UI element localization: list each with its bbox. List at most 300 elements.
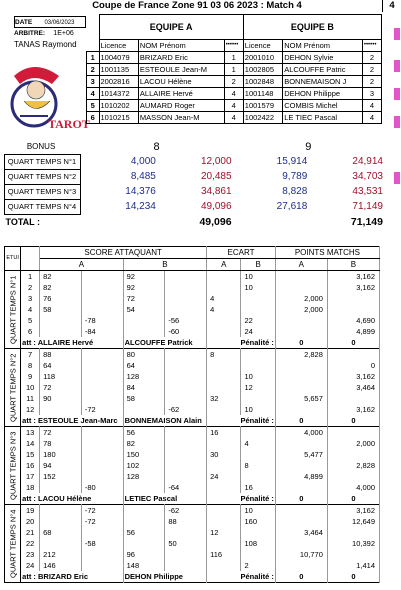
etui-number: 15: [21, 449, 40, 460]
points-a[interactable]: [275, 516, 327, 527]
attaquant-a-plus[interactable]: 82: [40, 282, 82, 293]
ecart-a[interactable]: [207, 538, 241, 549]
points-b[interactable]: 10,392: [327, 538, 379, 549]
quarter-b-cumul: 34,703: [352, 171, 383, 182]
attaquant-a-minus[interactable]: [81, 349, 123, 361]
attaquant-a-plus[interactable]: 212: [40, 549, 82, 560]
ecart-a[interactable]: [207, 482, 241, 493]
quarter-row: [5, 170, 385, 185]
team-b-code[interactable]: 2: [362, 64, 381, 76]
team-b-name[interactable]: COMBIS Michel: [283, 100, 363, 112]
attaquant-b-plus[interactable]: 72: [123, 293, 165, 304]
ecart-a[interactable]: [207, 560, 241, 571]
points-a[interactable]: [275, 282, 327, 293]
attaquant-b-minus[interactable]: [165, 382, 207, 393]
ecart-a[interactable]: [207, 282, 241, 293]
attaquant-a-plus[interactable]: [40, 482, 82, 493]
penalty-b[interactable]: 0: [327, 337, 379, 349]
attaquant-b-minus[interactable]: [165, 438, 207, 449]
ecart-a[interactable]: 24: [207, 471, 241, 482]
penalty-label: Pénalité :: [207, 337, 276, 349]
attaquant-b-minus[interactable]: [165, 471, 207, 482]
points-a[interactable]: 10,770: [275, 549, 327, 560]
ecart-b[interactable]: 24: [241, 326, 275, 337]
points-b[interactable]: 0: [327, 360, 379, 371]
attaquant-a-minus[interactable]: [81, 304, 123, 315]
ecart-b[interactable]: 12: [241, 382, 275, 393]
attaquant-b-minus[interactable]: 88: [165, 516, 207, 527]
attaquant-b-plus[interactable]: 102: [123, 460, 165, 471]
attaquant-b-plus[interactable]: [123, 404, 165, 415]
attaquant-b-minus[interactable]: [165, 349, 207, 361]
penalty-a[interactable]: 0: [275, 493, 327, 505]
points-b-header: B: [327, 259, 379, 271]
team-b-code[interactable]: 4: [362, 112, 381, 124]
ecart-a[interactable]: [207, 371, 241, 382]
ecart-a[interactable]: 30: [207, 449, 241, 460]
attaquant-b-minus[interactable]: [165, 360, 207, 371]
team-b-code[interactable]: 2: [362, 52, 381, 64]
attaquant-a-plus[interactable]: [40, 326, 82, 337]
team-b-dots-header: ••••••: [362, 40, 381, 52]
points-b[interactable]: [327, 393, 379, 404]
points-a[interactable]: [275, 538, 327, 549]
points-a[interactable]: [275, 360, 327, 371]
penalty-a[interactable]: 0: [275, 415, 327, 427]
quarters-table: [4, 140, 384, 229]
ecart-b[interactable]: 8: [241, 460, 275, 471]
points-a[interactable]: 5,657: [275, 393, 327, 404]
attaquant-a-minus[interactable]: -72: [81, 505, 123, 517]
points-a[interactable]: [275, 460, 327, 471]
points-b[interactable]: [327, 349, 379, 361]
ecart-a[interactable]: 116: [207, 549, 241, 560]
ecart-b[interactable]: [241, 449, 275, 460]
attaquant-label: att : ALLAIRE Hervé: [21, 337, 123, 349]
match-number: 4: [382, 0, 401, 12]
ecart-b[interactable]: [241, 471, 275, 482]
etui-number: 1: [21, 271, 40, 283]
attaquant-label: att : ESTEOULE Jean-Marc: [21, 415, 123, 427]
attaquant-b-minus[interactable]: -60: [165, 326, 207, 337]
attaquant-b-minus[interactable]: -62: [165, 505, 207, 517]
team-a-code[interactable]: 4: [224, 112, 243, 124]
attaquant-a-minus[interactable]: [81, 549, 123, 560]
attaquant-a-minus[interactable]: [81, 271, 123, 283]
ecart-b[interactable]: 10: [241, 404, 275, 415]
points-b[interactable]: 3,162: [327, 505, 379, 517]
points-b[interactable]: 3,464: [327, 382, 379, 393]
etui-number: 20: [21, 516, 40, 527]
bonus-b[interactable]: 9: [305, 141, 312, 154]
quarter-row: [5, 200, 385, 215]
ecart-b[interactable]: 10: [241, 371, 275, 382]
attaquant-a-minus[interactable]: [81, 293, 123, 304]
player-number: 5: [87, 100, 100, 112]
ecart-b[interactable]: 160: [241, 516, 275, 527]
ecart-a[interactable]: 4: [207, 293, 241, 304]
etui-number: 8: [21, 360, 40, 371]
points-b[interactable]: [327, 304, 379, 315]
ecart-b[interactable]: 10: [241, 282, 275, 293]
team-b-licence[interactable]: 1001579: [243, 100, 282, 112]
arbitre-value[interactable]: 1E+06: [53, 30, 74, 37]
team-a-name[interactable]: LACOU Hélène: [138, 76, 224, 88]
ecart-b[interactable]: 22: [241, 315, 275, 326]
attaquant-a-plus[interactable]: [40, 538, 82, 549]
points-b[interactable]: 3,162: [327, 271, 379, 283]
ecart-a[interactable]: 4: [207, 304, 241, 315]
attaquant-a-plus[interactable]: 180: [40, 449, 82, 460]
attaquant-a-minus[interactable]: -84: [81, 326, 123, 337]
pink-tab[interactable]: [394, 28, 400, 40]
pink-tab[interactable]: [394, 60, 400, 72]
bonus-a[interactable]: 8: [153, 141, 160, 154]
attaquant-a-plus[interactable]: 146: [40, 560, 82, 571]
arbitre-label: ARBITRE:: [14, 30, 46, 37]
ecart-a[interactable]: 12: [207, 527, 241, 538]
points-a[interactable]: [275, 326, 327, 337]
attaquant-a-plus[interactable]: 94: [40, 460, 82, 471]
attaquant-a-plus[interactable]: [40, 315, 82, 326]
points-a[interactable]: [275, 315, 327, 326]
attaquant-b-minus[interactable]: [165, 427, 207, 439]
points-b[interactable]: 2,828: [327, 460, 379, 471]
points-b[interactable]: 3,162: [327, 371, 379, 382]
points-b[interactable]: 12,649: [327, 516, 379, 527]
ecart-a[interactable]: [207, 404, 241, 415]
pink-tab[interactable]: [394, 116, 400, 128]
attaquant-b-minus[interactable]: [165, 293, 207, 304]
attaquant-b-header: B: [123, 259, 207, 271]
team-b-code[interactable]: 4: [362, 100, 381, 112]
points-a[interactable]: 4,000: [275, 427, 327, 439]
team-b-licence[interactable]: 1002422: [243, 112, 282, 124]
attaquant-a-plus[interactable]: [40, 516, 82, 527]
attaquant-a-plus[interactable]: 152: [40, 471, 82, 482]
attaquant-a-minus[interactable]: [81, 360, 123, 371]
ecart-b[interactable]: 2: [241, 560, 275, 571]
points-a[interactable]: [275, 560, 327, 571]
points-b[interactable]: [327, 471, 379, 482]
attaquant-a-plus[interactable]: 76: [40, 293, 82, 304]
points-a[interactable]: 5,477: [275, 449, 327, 460]
bonus-label: BONUS: [26, 142, 56, 151]
etui-number: 23: [21, 549, 40, 560]
attaquant-b-plus[interactable]: 148: [123, 560, 165, 571]
ecart-a[interactable]: [207, 516, 241, 527]
points-a[interactable]: 3,464: [275, 527, 327, 538]
points-a[interactable]: 2,000: [275, 304, 327, 315]
team-a-name[interactable]: ALLAIRE Hervé: [138, 88, 224, 100]
etui-number: 21: [21, 527, 40, 538]
attaquant-a-plus[interactable]: [40, 505, 82, 517]
team-a-name[interactable]: AUMARD Roger: [138, 100, 224, 112]
points-a[interactable]: [275, 271, 327, 283]
etui-number: 16: [21, 460, 40, 471]
arbitre-name[interactable]: TANAS Raymond: [14, 40, 77, 49]
ecart-b[interactable]: [241, 304, 275, 315]
team-b-name[interactable]: DEHON Philippe: [283, 88, 363, 100]
points-b[interactable]: [327, 527, 379, 538]
attaquant-b-plus[interactable]: 54: [123, 304, 165, 315]
attaquant-b-plus[interactable]: 82: [123, 438, 165, 449]
etui-number: 11: [21, 393, 40, 404]
points-b[interactable]: [327, 449, 379, 460]
attaquant-b-plus[interactable]: 92: [123, 282, 165, 293]
ecart-a[interactable]: [207, 460, 241, 471]
attaquant-a-plus[interactable]: 78: [40, 438, 82, 449]
ecart-a[interactable]: [207, 315, 241, 326]
ecart-b[interactable]: 4: [241, 438, 275, 449]
etui-number: 7: [21, 349, 40, 361]
pink-tab[interactable]: [394, 172, 400, 184]
attaquant-b-plus[interactable]: 80: [123, 349, 165, 361]
points-b[interactable]: 2,000: [327, 438, 379, 449]
etui-number: 9: [21, 371, 40, 382]
attaquant-b-plus[interactable]: 64: [123, 360, 165, 371]
attaquant-a-minus[interactable]: [81, 382, 123, 393]
attaquant-b-plus[interactable]: 128: [123, 471, 165, 482]
team-a-name[interactable]: BRIZARD Eric: [138, 52, 224, 64]
player-number: 1: [87, 52, 100, 64]
attaquant-a-minus[interactable]: [81, 560, 123, 571]
attaquant-a-plus[interactable]: 90: [40, 393, 82, 404]
attaquant-b-plus[interactable]: 56: [123, 427, 165, 439]
team-a-code[interactable]: 4: [224, 100, 243, 112]
ecart-a[interactable]: [207, 271, 241, 283]
points-b[interactable]: [327, 427, 379, 439]
etui-row: [5, 404, 380, 415]
team-b-name[interactable]: DEHON Sylvie: [283, 52, 363, 64]
etui-number: 4: [21, 304, 40, 315]
ecart-a[interactable]: 32: [207, 393, 241, 404]
attaquant-b-minus[interactable]: [165, 371, 207, 382]
team-a-licence[interactable]: 2002816: [99, 76, 138, 88]
team-a-licence[interactable]: 1010215: [99, 112, 138, 124]
player-number: 2: [87, 64, 100, 76]
team-a-name[interactable]: MASSON Jean-M: [138, 112, 224, 124]
team-b-licence[interactable]: 1002848: [243, 76, 282, 88]
attaquant-b-plus[interactable]: 58: [123, 393, 165, 404]
ecart-a[interactable]: [207, 326, 241, 337]
attaquant-a-plus[interactable]: 82: [40, 271, 82, 283]
etui-row: [5, 560, 380, 571]
etui-number: 18: [21, 482, 40, 493]
quarter-side-label: QUART TEMPS N°1: [5, 271, 21, 349]
points-a[interactable]: 2,828: [275, 349, 327, 361]
points-a[interactable]: 4,899: [275, 471, 327, 482]
attaquant-b-label: DEHON Philippe: [123, 571, 207, 583]
team-b-name[interactable]: ALCOUFFE Patric: [283, 64, 363, 76]
ecart-b[interactable]: 108: [241, 538, 275, 549]
attaquant-b-minus[interactable]: [165, 271, 207, 283]
attaquant-a-header: A: [40, 259, 124, 271]
etui-number: 6: [21, 326, 40, 337]
points-a[interactable]: [275, 505, 327, 517]
attaquant-a-minus[interactable]: [81, 427, 123, 439]
attaquant-b-plus[interactable]: 150: [123, 449, 165, 460]
quarter-label: QUART TEMPS N°4: [5, 200, 81, 215]
quarter-b-partial: 27,618: [276, 201, 308, 212]
points-a[interactable]: [275, 482, 327, 493]
attaquant-a-plus[interactable]: 64: [40, 360, 82, 371]
date-value[interactable]: 03/06/2023: [44, 20, 75, 26]
ecart-b[interactable]: 10: [241, 271, 275, 283]
attaquant-b-plus[interactable]: 96: [123, 549, 165, 560]
points-a[interactable]: [275, 382, 327, 393]
attaquant-a-plus[interactable]: 72: [40, 427, 82, 439]
ecart-a[interactable]: 8: [207, 349, 241, 361]
attaquant-b-minus[interactable]: [165, 304, 207, 315]
attaquant-a-plus[interactable]: 88: [40, 349, 82, 361]
attaquant-a-plus[interactable]: 58: [40, 304, 82, 315]
team-b-licence[interactable]: 2001010: [243, 52, 282, 64]
attaquant-a-minus[interactable]: [81, 460, 123, 471]
player-row: [87, 100, 382, 112]
attaquant-b-plus[interactable]: 128: [123, 371, 165, 382]
team-a-code[interactable]: 4: [224, 88, 243, 100]
etui-number: 2: [21, 282, 40, 293]
penalty-label: Pénalité :: [207, 571, 276, 583]
attaquant-a-minus[interactable]: -72: [81, 516, 123, 527]
attaquant-a-minus[interactable]: [81, 471, 123, 482]
attaquant-a-minus[interactable]: -78: [81, 315, 123, 326]
ecart-b[interactable]: [241, 393, 275, 404]
etui-row: [5, 315, 380, 326]
attaquant-b-minus[interactable]: [165, 282, 207, 293]
ecart-b[interactable]: [241, 293, 275, 304]
points-b[interactable]: 3,162: [327, 404, 379, 415]
penalty-row: [5, 493, 380, 505]
attaquant-a-plus[interactable]: 68: [40, 527, 82, 538]
attaquant-a-minus[interactable]: [81, 449, 123, 460]
attaquant-b-plus[interactable]: [123, 315, 165, 326]
attaquant-b-plus[interactable]: 84: [123, 382, 165, 393]
ecart-b[interactable]: [241, 427, 275, 439]
attaquant-a-minus[interactable]: [81, 393, 123, 404]
ecart-b[interactable]: 10: [241, 505, 275, 517]
points-b[interactable]: 3,162: [327, 282, 379, 293]
attaquant-a-minus[interactable]: -58: [81, 538, 123, 549]
points-b[interactable]: 4,899: [327, 326, 379, 337]
attaquant-a-minus[interactable]: [81, 527, 123, 538]
ecart-b[interactable]: 16: [241, 482, 275, 493]
points-a[interactable]: 2,000: [275, 293, 327, 304]
quarter-b-partial: 8,828: [282, 186, 308, 197]
etui-number: 3: [21, 293, 40, 304]
attaquant-b-minus[interactable]: [165, 560, 207, 571]
penalty-a[interactable]: 0: [275, 337, 327, 349]
attaquant-a-plus[interactable]: [40, 404, 82, 415]
points-b[interactable]: 4,000: [327, 482, 379, 493]
attaquant-b-plus[interactable]: [123, 516, 165, 527]
penalty-b[interactable]: 0: [327, 415, 379, 427]
ecart-b[interactable]: [241, 527, 275, 538]
attaquant-a-minus[interactable]: [81, 282, 123, 293]
team-a-code[interactable]: 1: [224, 64, 243, 76]
attaquant-b-plus[interactable]: [123, 326, 165, 337]
attaquant-a-minus[interactable]: [81, 371, 123, 382]
penalty-b[interactable]: 0: [327, 571, 379, 583]
pink-tab[interactable]: [394, 88, 400, 100]
ecart-a[interactable]: [207, 360, 241, 371]
attaquant-b-minus[interactable]: [165, 393, 207, 404]
attaquant-b-minus[interactable]: [165, 527, 207, 538]
attaquant-b-minus[interactable]: 50: [165, 538, 207, 549]
points-b[interactable]: 1,414: [327, 560, 379, 571]
ecart-a[interactable]: [207, 382, 241, 393]
attaquant-b-plus[interactable]: [123, 505, 165, 517]
attaquant-a-plus[interactable]: 72: [40, 382, 82, 393]
team-a-licence[interactable]: 1001135: [99, 64, 138, 76]
quarter-row: [5, 155, 385, 170]
team-a-licence[interactable]: 1010202: [99, 100, 138, 112]
attaquant-b-minus[interactable]: -56: [165, 315, 207, 326]
penalty-b[interactable]: 0: [327, 493, 379, 505]
penalty-label: Pénalité :: [207, 493, 276, 505]
attaquant-b-minus[interactable]: [165, 460, 207, 471]
team-a-code[interactable]: 1: [224, 52, 243, 64]
team-b-code[interactable]: 3: [362, 88, 381, 100]
attaquant-b-plus[interactable]: 92: [123, 271, 165, 283]
attaquant-a-plus[interactable]: 118: [40, 371, 82, 382]
etui-number: 10: [21, 382, 40, 393]
ecart-a[interactable]: [207, 505, 241, 517]
points-b[interactable]: [327, 293, 379, 304]
attaquant-b-plus[interactable]: [123, 538, 165, 549]
penalty-a[interactable]: 0: [275, 571, 327, 583]
attaquant-a-minus[interactable]: -72: [81, 404, 123, 415]
attaquant-b-minus[interactable]: [165, 549, 207, 560]
etui-number: 14: [21, 438, 40, 449]
team-b-code[interactable]: 2: [362, 76, 381, 88]
attaquant-b-label: ALCOUFFE Patrick: [123, 337, 207, 349]
attaquant-b-minus[interactable]: -64: [165, 482, 207, 493]
team-b-licence[interactable]: 1001148: [243, 88, 282, 100]
points-b[interactable]: 4,690: [327, 315, 379, 326]
points-b[interactable]: [327, 549, 379, 560]
attaquant-a-minus[interactable]: -80: [81, 482, 123, 493]
ecart-b[interactable]: [241, 549, 275, 560]
attaquant-b-plus[interactable]: [123, 482, 165, 493]
player-number: 6: [87, 112, 100, 124]
team-a-name[interactable]: ESTEOULE Jean-M: [138, 64, 224, 76]
player-row: [87, 88, 382, 100]
attaquant-b-minus[interactable]: [165, 449, 207, 460]
ecart-a[interactable]: [207, 438, 241, 449]
ecart-header: ECART: [207, 247, 276, 259]
attaquant-label: att : BRIZARD Eric: [21, 571, 123, 583]
attaquant-b-plus[interactable]: 56: [123, 527, 165, 538]
quarter-a-cumul: 20,485: [200, 171, 232, 182]
team-a-licence[interactable]: 1004079: [99, 52, 138, 64]
ecart-b[interactable]: [241, 349, 275, 361]
team-b-name[interactable]: BONNEMAISON J: [283, 76, 363, 88]
attaquant-a-minus[interactable]: [81, 438, 123, 449]
team-a-code[interactable]: 2: [224, 76, 243, 88]
ecart-a[interactable]: 16: [207, 427, 241, 439]
points-a[interactable]: [275, 438, 327, 449]
team-b-licence[interactable]: 1002805: [243, 64, 282, 76]
attaquant-b-minus[interactable]: -62: [165, 404, 207, 415]
points-a[interactable]: [275, 404, 327, 415]
points-a[interactable]: [275, 371, 327, 382]
team-a-licence[interactable]: 1014372: [99, 88, 138, 100]
arbitre-row: [14, 28, 84, 38]
ecart-b[interactable]: [241, 360, 275, 371]
team-b-name[interactable]: LE TIEC Pascal: [283, 112, 363, 124]
